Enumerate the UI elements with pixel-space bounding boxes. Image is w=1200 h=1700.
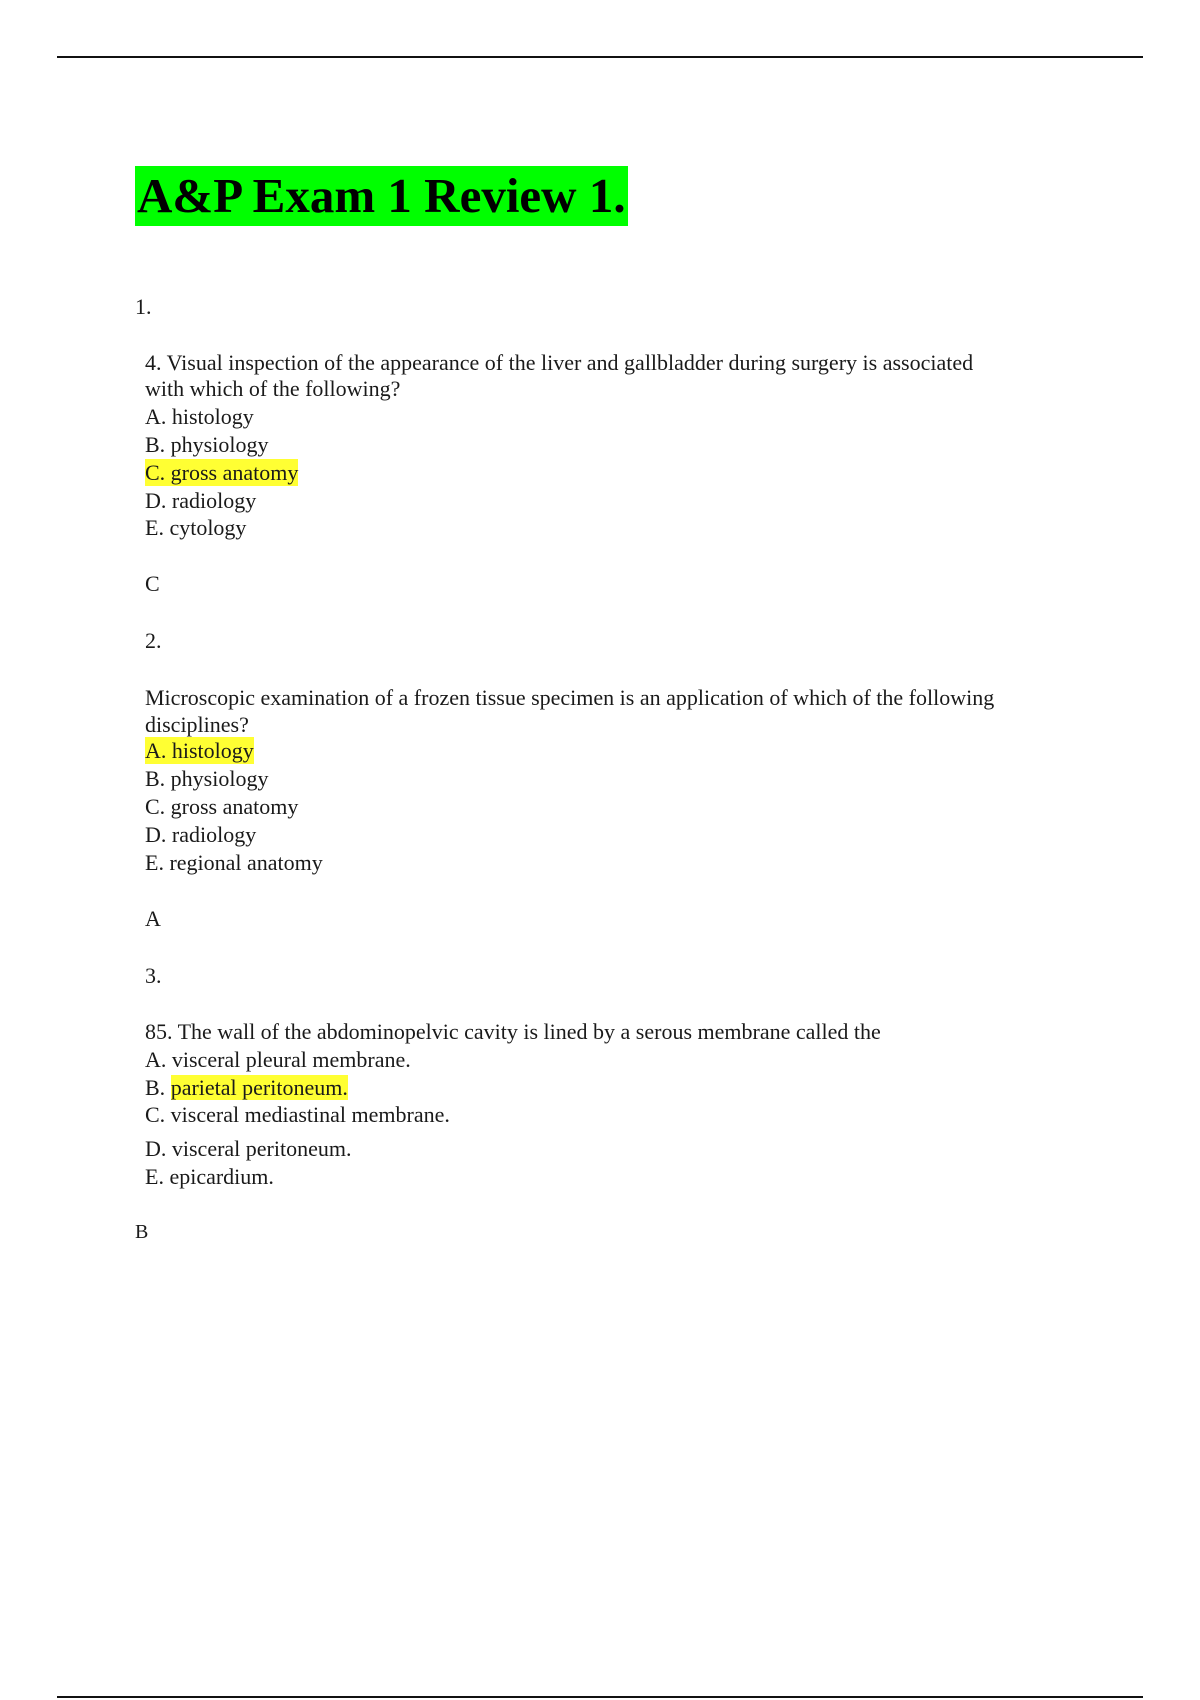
option-item: D. radiology xyxy=(145,488,257,513)
bottom-rule xyxy=(57,1696,1143,1698)
question-number: 1. xyxy=(135,294,152,319)
answer-letter: A xyxy=(145,906,161,931)
question-prompt-line: Microscopic examination of a frozen tissue specimen is an application of which of the following xyxy=(145,685,995,710)
option-item: E. epicardium. xyxy=(145,1164,274,1189)
option-item: C. gross anatomy xyxy=(145,794,299,819)
option-item: A. histology xyxy=(145,404,254,429)
option-item: D. visceral peritoneum. xyxy=(145,1136,352,1161)
question-number: 3. xyxy=(145,963,162,988)
option-item: E. regional anatomy xyxy=(145,850,323,875)
option-item xyxy=(145,1074,348,1101)
option-item: E. cytology xyxy=(145,515,247,540)
option-item-highlighted: A. histology xyxy=(145,738,254,763)
top-rule xyxy=(57,56,1143,58)
answer-letter: C xyxy=(145,571,160,596)
question-prompt-line: disciplines? xyxy=(145,712,249,737)
question-prompt-line: 4. Visual inspection of the appearance of the liver and gallbladder during surgery is associated xyxy=(145,350,974,375)
question-prompt-line: 85. The wall of the abdominopelvic cavity is lined by a serous membrane called the xyxy=(145,1019,881,1044)
option-item: C. visceral mediastinal membrane. xyxy=(145,1102,450,1127)
option-item: A. visceral pleural membrane. xyxy=(145,1047,411,1072)
option-prefix: B. xyxy=(145,1075,171,1100)
page-title: A&P Exam 1 Review 1. xyxy=(135,166,628,226)
option-text-highlighted: parietal peritoneum. xyxy=(170,1075,348,1100)
question-number: 2. xyxy=(145,628,162,653)
option-item-highlighted: C. gross anatomy xyxy=(145,460,299,485)
option-item: B. physiology xyxy=(145,766,269,791)
option-item: B. physiology xyxy=(145,432,269,457)
option-item: D. radiology xyxy=(145,822,257,847)
answer-letter: B xyxy=(135,1221,149,1243)
question-prompt-line: with which of the following? xyxy=(145,376,401,401)
